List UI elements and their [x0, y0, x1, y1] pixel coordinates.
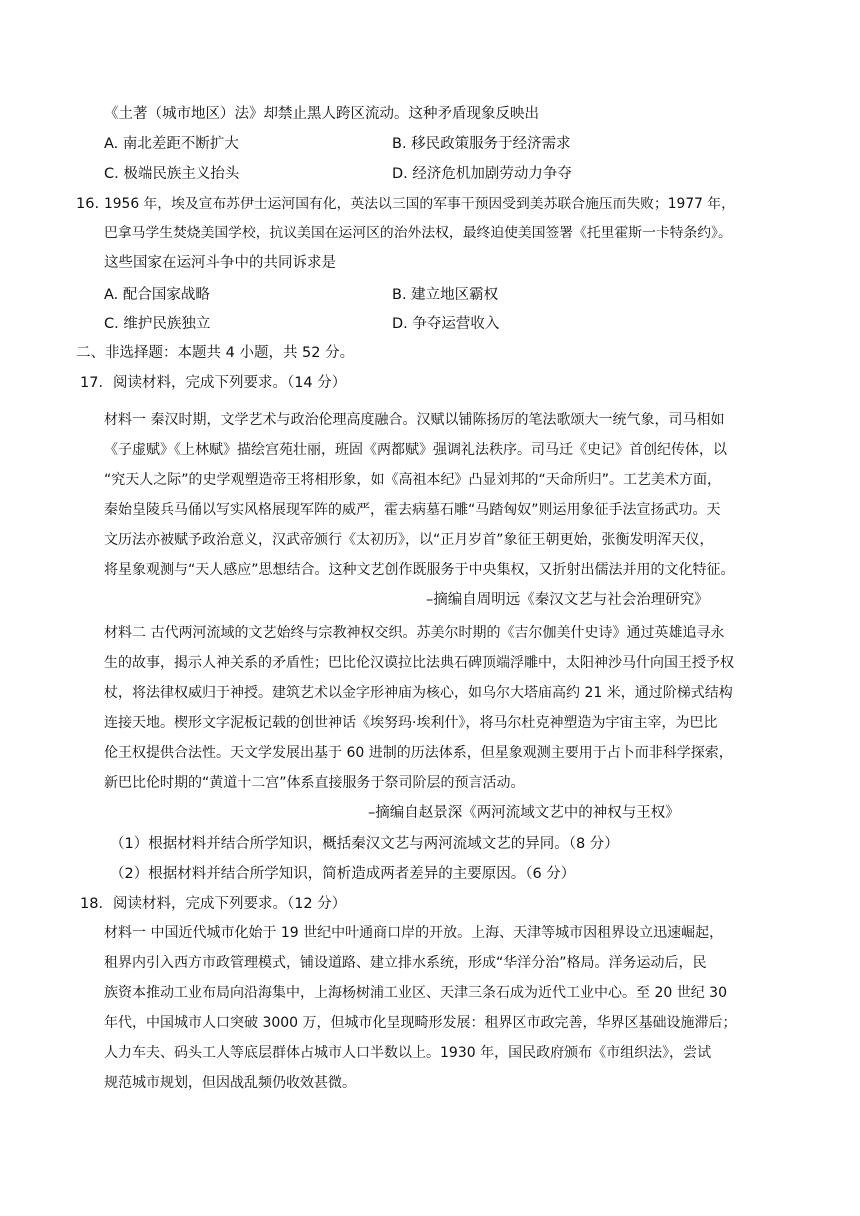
- q18-material1-line-2: 租界内引入西方市政管理模式，铺设道路、建立排水系统，形成“华洋分治”格局。洋务运动后，民: [104, 955, 707, 971]
- q18-material1-line-1: 材料一 中国近代城市化始于 19 世纪中叶通商口岸的开放。上海、天津等城市因租界设立迅速崛起，: [104, 925, 724, 941]
- q16-option-a: A. 配合国家战略: [104, 287, 210, 303]
- section-2-heading: 二、非选择题：本题共 4 小题，共 52 分。: [76, 345, 355, 361]
- q15-option-b: B. 移民政策服务于经济需求: [392, 136, 571, 152]
- q17-material1-line-4: 秦始皇陵兵马俑以写实风格展现军阵的威严，霍去病墓石雕“马踏匈奴”则运用象征手法宣扬武功。天: [104, 502, 721, 518]
- q17-material2-line-3: 杖，将法律权威归于神授。建筑艺术以金字形神庙为核心，如乌尔大塔庙高约 21 米，通过阶梯式结构: [104, 685, 733, 701]
- q18-material1-line-3: 族资本推动工业布局向沿海集中，上海杨树浦工业区、天津三条石成为近代工业中心。至 20 世纪 30: [104, 985, 727, 1001]
- q15-option-c: C. 极端民族主义抬头: [104, 166, 240, 182]
- q16-option-c: C. 维护民族独立: [104, 316, 211, 332]
- q15-option-a: A. 南北差距不断扩大: [104, 136, 239, 152]
- q17-source-1: –摘编自周明远《秦汉文艺与社会治理研究》: [426, 592, 709, 608]
- q17-subquestion-2: （2）根据材料并结合所学知识，简析造成两者差异的主要原因。（6 分）: [110, 866, 576, 882]
- q17-material1-line-5: 文历法亦被赋予政治意义，汉武帝颁行《太初历》，以“正月岁首”象征王朝更始，张衡发明浑天仪，: [104, 532, 714, 548]
- q17-material2-line-2: 生的故事，揭示人神关系的矛盾性；巴比伦汉谟拉比法典石碑顶端浮雕中，太阳神沙马什向国王授予权: [104, 655, 734, 671]
- q18-material1-line-4: 年代，中国城市人口突破 3000 万，但城市化呈现畸形发展：租界区市政完善，华界区基础设施滞后；: [104, 1015, 737, 1031]
- q16-stem-line-3: 这些国家在运河斗争中的共同诉求是: [104, 255, 336, 271]
- q18-material1-line-6: 规范城市规划，但因战乱频仍收效甚微。: [104, 1075, 356, 1091]
- q17-material2-line-4: 连接天地。楔形文字泥板记载的创世神话《埃努玛·埃利什》，将马尔杜克神塑造为宇宙主宰，为巴比: [104, 715, 718, 731]
- q17-material2-line-6: 新巴比伦时期的“黄道十二宫”体系直接服务于祭司阶层的预言活动。: [104, 775, 525, 791]
- q15-option-d: D. 经济危机加剧劳动力争夺: [392, 166, 572, 182]
- q17-material1-line-1: 材料一 秦汉时期，文学艺术与政治伦理高度融合。汉赋以铺陈扬厉的笔法歌颂大一统气象，司马相如: [104, 412, 725, 428]
- q16-stem-line-1: 1956 年，埃及宣布苏伊士运河国有化，英法以三国的军事干预因受到美苏联合施压而失败；1977 年，: [104, 196, 735, 212]
- q16-stem-line-2: 巴拿马学生焚烧美国学校，抗议美国在运河区的治外法权，最终迫使美国签署《托里霍斯一卡特条约》。: [104, 225, 732, 241]
- q17-material1-line-3: “究天人之际”的史学观塑造帝王将相形象，如《高祖本纪》凸显刘邦的“天命所归”。工艺美术方面，: [104, 472, 722, 488]
- q17-material1-line-2: 《子虚赋》《上林赋》描绘宫苑壮丽，班固《两都赋》强调礼法秩序。司马迁《史记》首创纪传体，以: [104, 442, 727, 458]
- q15-stem-tail: 《土著（城市地区）法》却禁止黑人跨区流动。这种矛盾现象反映出: [104, 106, 539, 122]
- q17-material2-line-5: 伦王权提供合法性。天文学发展出基于 60 进制的历法体系，但星象观测主要用于占卜而非科学探索，: [104, 745, 733, 761]
- q17-header: 17．阅读材料，完成下列要求。（14 分）: [80, 375, 347, 391]
- q18-header: 18．阅读材料，完成下列要求。（12 分）: [80, 896, 347, 912]
- q17-material1-line-6: 将星象观测与“天人感应”思想结合。这种文艺创作既服务于中央集权，又折射出儒法并用的文化特征。: [104, 562, 735, 578]
- q16-option-b: B. 建立地区霸权: [392, 287, 499, 303]
- q16-number: 16.: [76, 196, 100, 212]
- q18-material1-line-5: 人力车夫、码头工人等底层群体占城市人口半数以上。1930 年，国民政府颁布《市组织法》，尝试: [104, 1045, 712, 1061]
- q16-option-d: D. 争夺运营收入: [392, 316, 500, 332]
- q17-subquestion-1: （1）根据材料并结合所学知识，概括秦汉文艺与两河流域文艺的异同。（8 分）: [110, 836, 619, 852]
- q17-material2-line-1: 材料二 古代两河流域的文艺始终与宗教神权交织。苏美尔时期的《吉尔伽美什史诗》通过英雄追寻永: [104, 625, 725, 641]
- q17-source-2: –摘编自赵景深《两河流域文艺中的神权与王权》: [368, 805, 680, 821]
